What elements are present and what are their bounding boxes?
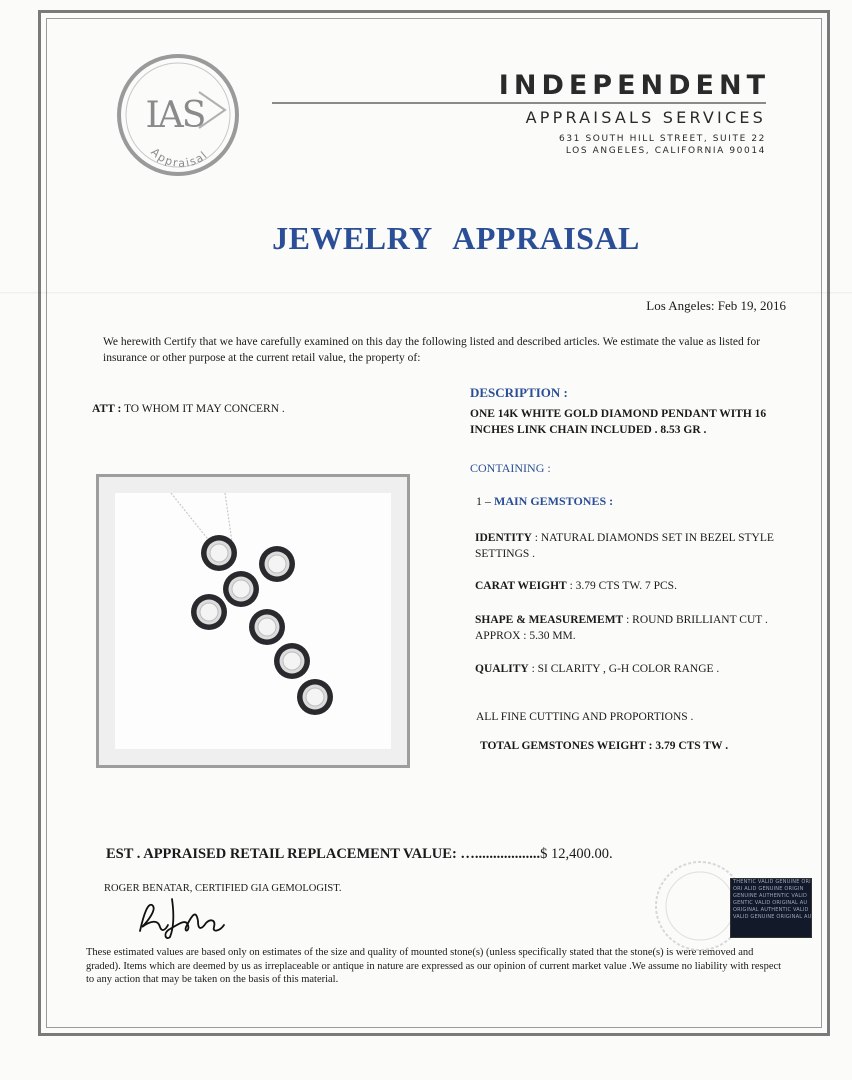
appraised-value-label: EST . APPRAISED RETAIL REPLACEMENT VALUE: ….................. bbox=[106, 846, 541, 862]
pendant-photo bbox=[115, 493, 391, 749]
signature-icon bbox=[136, 893, 266, 943]
pendant-photo-frame bbox=[96, 474, 410, 768]
att-line bbox=[92, 403, 285, 415]
shape-value: : ROUND BRILLIANT CUT . APPROX : 5.30 MM. bbox=[475, 614, 768, 642]
description-text: ONE 14K WHITE GOLD DIAMOND PENDANT WITH 16 INCHES LINK CHAIN INCLUDED . 8.53 GR . bbox=[470, 408, 767, 436]
company-address-line1: 631 SOUTH HILL STREET, SUITE 22 bbox=[559, 134, 766, 144]
company-rule bbox=[272, 102, 766, 104]
carat-row bbox=[475, 578, 785, 594]
appraised-value-amount: $ 12,400.00. bbox=[540, 846, 613, 862]
hologram-sticker bbox=[730, 878, 812, 938]
sticker-line: ORI ALID GENUINE ORIGIN bbox=[733, 886, 804, 892]
appraised-value bbox=[106, 846, 613, 863]
quality-label: QUALITY bbox=[475, 663, 529, 675]
main-gemstones-heading bbox=[476, 494, 613, 509]
appraiser-name: ROGER BENATAR, CERTIFIED GIA GEMOLOGIST. bbox=[104, 883, 342, 894]
diamond-cross-pendant-image bbox=[115, 493, 391, 749]
disclaimer-text: These estimated values are based only on estimates of the size and quality of mounted stone(s) (unless specifically stated that the stone(s) is were removed and graded). Items which are deemed by us as irreplaceable or antique in nature are expressed as our opinion of current market value .We assume no liability with respect to any action that may be taken on the basis of this material. bbox=[86, 947, 782, 986]
appraisal-date: Los Angeles: Feb 19, 2016 bbox=[646, 298, 786, 313]
sticker-line: ORIGINAL AUTHENTIC VALID bbox=[733, 907, 809, 913]
containing-label: CONTAINING : bbox=[470, 461, 551, 475]
company-subtitle: APPRAISALS SERVICES bbox=[525, 108, 766, 127]
main-gem-prefix: 1 – bbox=[476, 494, 491, 508]
document-title: JEWELRY APPRAISAL bbox=[272, 220, 640, 256]
shape-row bbox=[475, 612, 785, 644]
identity-label: IDENTITY bbox=[475, 532, 532, 544]
paper-fold bbox=[0, 292, 852, 294]
carat-value: : 3.79 CTS TW. 7 PCS. bbox=[569, 580, 677, 592]
shape-label: SHAPE & MEASUREMEMT bbox=[475, 614, 624, 626]
main-gem-label: MAIN GEMSTONES : bbox=[494, 494, 614, 508]
ias-logo-icon bbox=[115, 52, 241, 178]
sticker-line: THENTIC VALID GENUINE ORI bbox=[733, 879, 811, 885]
att-label: ATT : bbox=[92, 403, 122, 415]
company-address-line2: LOS ANGELES, CALIFORNIA 90014 bbox=[565, 146, 766, 156]
quality-row bbox=[475, 661, 785, 677]
sticker-line: VALID GENUINE ORIGINAL AU bbox=[733, 914, 812, 920]
description-heading: DESCRIPTION : bbox=[470, 385, 568, 400]
att-value: TO WHOM IT MAY CONCERN . bbox=[123, 403, 285, 415]
sticker-line: GENUINE AUTHENTIC VALID bbox=[733, 893, 808, 899]
svg-text:Appraisal: Appraisal bbox=[148, 145, 211, 170]
sticker-line: GENTIC VALID ORIGINAL AU bbox=[733, 900, 808, 906]
quality-value: : SI CLARITY , G-H COLOR RANGE . bbox=[531, 663, 720, 675]
fine-cutting-note: ALL FINE CUTTING AND PROPORTIONS . bbox=[476, 711, 694, 723]
total-gemstones-weight: TOTAL GEMSTONES WEIGHT : 3.79 CTS TW . bbox=[480, 740, 729, 752]
certification-intro: We herewith Certify that we have carefully examined on this day the following listed and described articles. We estimate the value as listed for insurance or other purpose at the current retail value, the property of: bbox=[103, 336, 761, 364]
company-name: INDEPENDENT bbox=[498, 70, 770, 101]
svg-text:IAS: IAS bbox=[145, 95, 205, 136]
carat-label: CARAT WEIGHT bbox=[475, 580, 567, 592]
identity-value: : NATURAL DIAMONDS SET IN BEZEL STYLE SETTINGS . bbox=[475, 532, 774, 560]
identity-row bbox=[475, 530, 785, 562]
